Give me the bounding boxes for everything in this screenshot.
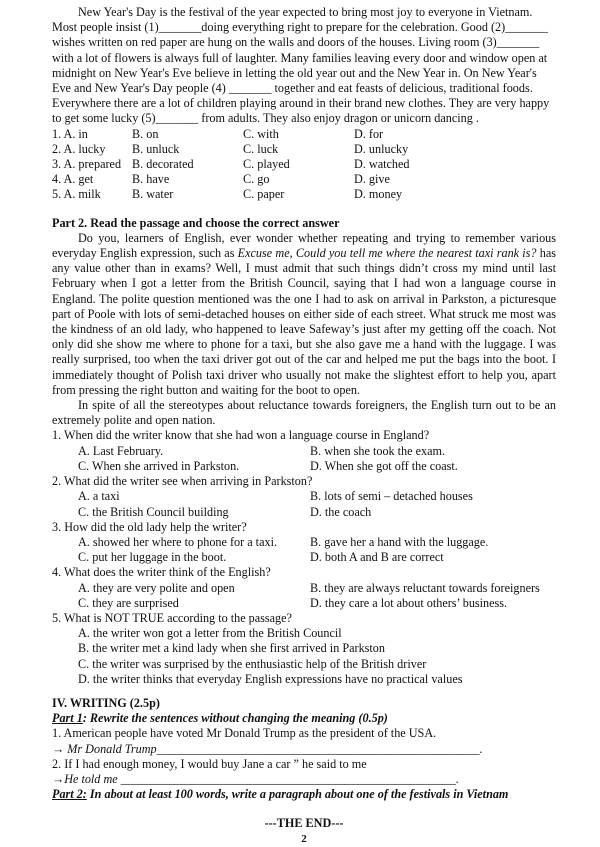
quoted-expression: Excuse me, Could you tell me where the nearest taxi rank is? (237, 246, 537, 261)
question-block (52, 428, 556, 474)
rewrite-sentence: 1. American people have voted Mr Donald Trump as the president of the USA. (52, 726, 437, 741)
answer-option: D. they care a lot about others’ business. (310, 595, 508, 610)
rewrite-sentence: 2. If I had enough money, I would buy Jane a car ” he said to me (52, 756, 367, 771)
passage-line: to get some lucky (5)_______ from adults. They also enjoy dragon or unicorn dancing . (52, 111, 479, 126)
answer-option: C. the writer was surprised by the enthusiastic help of the British driver (78, 656, 427, 671)
question-block (52, 611, 556, 687)
options-row (52, 172, 556, 187)
option: C. luck (243, 141, 279, 156)
the-end: ---THE END--- (264, 816, 344, 831)
question-block (52, 520, 556, 566)
question-block (52, 565, 556, 611)
passage-line: New Year's Day is the festival of the year expected to bring most joy to everyone in Vietnam. (78, 5, 533, 19)
answer-option: C. put her luggage in the boot. (78, 550, 227, 565)
option: 1. A. in (52, 126, 88, 141)
answer-option: D. both A and B are correct (310, 550, 444, 565)
passage-line: Most people insist (1)_______doing everything right to prepare for the celebration. Good (2)_______ (52, 20, 548, 35)
option: B. unluck (132, 141, 180, 156)
part2-heading: Part 2. Read the passage and choose the correct answer (52, 215, 340, 230)
answer-option: C. they are surprised (78, 595, 179, 610)
answer-option: D. When she got off the coast. (310, 458, 458, 473)
option: C. paper (243, 187, 285, 202)
rewrite-answer-line[interactable]: →He told me _______________________________________________________. (52, 771, 459, 786)
answer-option: B. gave her a hand with the luggage. (310, 534, 489, 549)
passage-line: midnight on New Year's Eve believe in letting the old year out and the New Year in. On New Year's (52, 65, 537, 80)
answer-option: D. the coach (310, 504, 372, 519)
option: B. on (132, 126, 159, 141)
question: 2. What did the writer see when arriving in Parkston? (52, 474, 313, 489)
option: D. watched (354, 157, 410, 172)
option: B. water (132, 187, 174, 202)
question-block (52, 474, 556, 520)
reading-paragraph: In spite of all the stereotypes about reluctance towards foreigners, the English turn out to be an extremely polite and open nation. (52, 398, 556, 428)
option: C. with (243, 126, 279, 141)
option: D. money (354, 187, 403, 202)
writing-part1-heading: Part 1: Rewrite the sentences without changing the meaning (0.5p) (52, 711, 388, 726)
answer-option: B. the writer met a kind lady when she first arrived in Parkston (78, 641, 385, 656)
option: B. decorated (132, 157, 194, 172)
option: C. go (243, 172, 270, 187)
option: B. have (132, 172, 170, 187)
reading-paragraph: Do you, learners of English, ever wonder whether repeating and trying to remember various everyday English expression, such as Excuse me, Could you tell me where the nearest taxi rank is? has any value other than in exams? Well, I must admit that such things didn’t cross my mind until last February when I got a letter from the British Council, saying that I had won a language course in England. The polite question mentioned was the one I had to ask on arrival in Parkston, a picturesque part of Poole with lots of semi-detached houses on either side of each street. What struck me most was the kindness of an old lady, who happened to leave Safeway’s just after my getting off the coach. Not only did she show me where to phone for a taxi, but she also gave me a hand with the luggage. I was really surprised, too when the taxi driver got out of the car and helped me put the bags into the boot. I immediately thought of Polish taxi driver who usually not make the slightest effort to help you, apart from pressing the right button and waiting for the boot to open. (52, 230, 556, 397)
option: D. unlucky (354, 141, 409, 156)
option: 5. A. milk (52, 187, 101, 202)
option: 2. A. lucky (52, 141, 106, 156)
page-content (52, 5, 556, 847)
options-row (52, 127, 556, 142)
answer-option: A. showed her where to phone for a taxi. (78, 534, 277, 549)
option: 4. A. get (52, 172, 94, 187)
answer-option: A. Last February. (78, 443, 164, 458)
answer-option: C. When she arrived in Parkston. (78, 458, 240, 473)
answer-option: A. a taxi (78, 489, 120, 504)
option: D. for (354, 126, 384, 141)
writing-part2-heading: Part 2: In about at least 100 words, write a paragraph about one of the festivals in Vietnam (52, 787, 509, 802)
passage-line: wishes written on red paper are hung on the walls and doors of the houses. Living room (3)_______ (52, 35, 540, 50)
option: C. played (243, 157, 290, 172)
question: 3. How did the old lady help the writer? (52, 519, 247, 534)
answer-option: B. they are always reluctant towards foreigners (310, 580, 540, 595)
option: 3. A. prepared (52, 157, 122, 172)
passage-line: Everywhere there are a lot of children playing around in their brand new clothes. They are very happy (52, 96, 550, 111)
cloze-options (52, 127, 556, 203)
options-row (52, 142, 556, 157)
writing-heading: IV. WRITING (2.5p) (52, 695, 160, 710)
page-number: 2 (301, 832, 307, 845)
answer-option: B. lots of semi – detached houses (310, 489, 473, 504)
question: 1. When did the writer know that she had won a language course in England? (52, 428, 430, 443)
option: D. give (354, 172, 390, 187)
rewrite-answer-line[interactable]: → Mr Donald Trump_____________________________________________________. (52, 741, 483, 756)
cloze-passage (52, 5, 556, 127)
answer-option: B. when she took the exam. (310, 443, 446, 458)
passage-line: with a lot of flowers is always full of laughter. Many families leaving every door and window open at (52, 50, 548, 65)
options-row (52, 157, 556, 172)
passage-line: Eve and New Year's Day people (4) _______ together and eat feasts of delicious, traditional foods. (52, 81, 533, 96)
options-row (52, 187, 556, 202)
answer-option: D. the writer thinks that everyday English expressions have no practical values (78, 671, 463, 686)
question: 5. What is NOT TRUE according to the passage? (52, 610, 292, 625)
answer-option: A. the writer won got a letter from the British Council (78, 626, 342, 641)
answer-option: C. the British Council building (78, 504, 229, 519)
question: 4. What does the writer think of the English? (52, 565, 271, 580)
answer-option: A. they are very polite and open (78, 580, 235, 595)
